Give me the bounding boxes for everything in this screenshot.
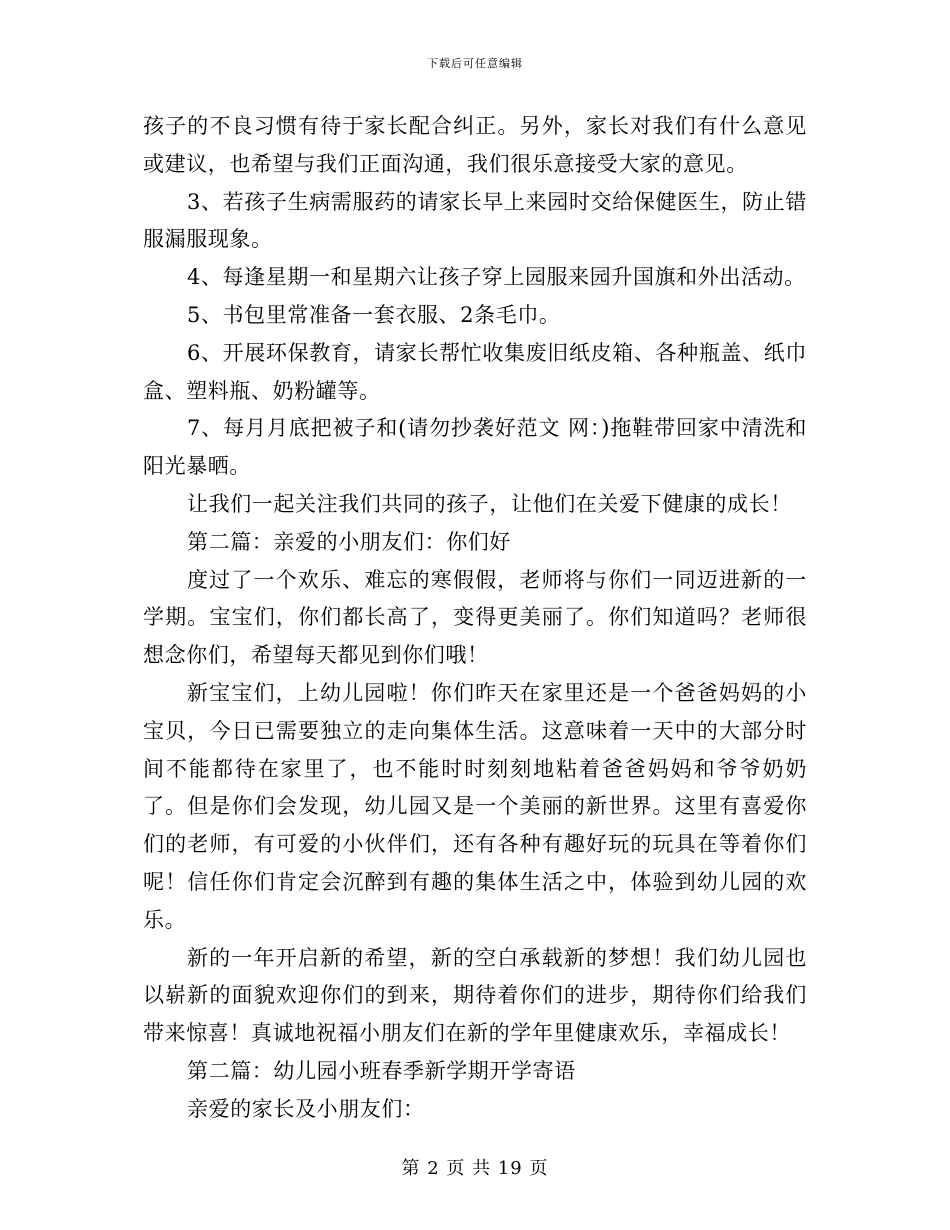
paragraph-new-year: 新的一年开启新的希望，新的空白承载新的梦想！我们幼儿园也以崭新的面貌欢迎你们的到来，期待着你们的进步，期待你们给我们带来惊喜！真诚地祝福小朋友们在新的学年里健康欢乐，幸福成长！ <box>143 945 807 1046</box>
paragraph-item-5: 5、书包里常准备一套衣服、2条毛巾。 <box>187 302 561 327</box>
paragraph-salutation: 亲爱的家长及小朋友们： <box>187 1096 425 1121</box>
paragraph-greeting: 度过了一个欢乐、难忘的寒假假，老师将与你们一同迈进新的一学期。宝宝们，你们都长高了，变得更美丽了。你们知道吗？老师很想念你们，希望每天都见到你们哦！ <box>143 567 807 668</box>
document-body <box>143 108 807 1129</box>
page-number-footer: 第 2 页 共 19 页 <box>401 1158 549 1179</box>
paragraph-new-babies: 新宝宝们，上幼儿园啦！你们昨天在家里还是一个爸爸妈妈的小宝贝，今日已需要独立的走向集体生活。这意味着一天中的大部分时间不能都待在家里了，也不能时时刻刻地粘着爸爸妈妈和爷爷奶奶了。但是你们会发现，幼儿园又是一个美丽的新世界。这里有喜爱你们的老师，有可爱的小伙伴们，还有各种有趣好玩的玩具在等着你们呢！信任你们肯定会沉醉到有趣的集体生活之中，体验到幼儿园的欢乐。 <box>143 680 807 932</box>
paragraph-item-6: 6、开展环保教育，请家长帮忙收集废旧纸皮箱、各种瓶盖、纸巾盒、塑料瓶、奶粉罐等。 <box>143 340 807 403</box>
paragraph-item-3: 3、若孩子生病需服药的请家长早上来园时交给保健医生，防止错服漏服现象。 <box>143 189 807 252</box>
paragraph-closing: 让我们一起关注我们共同的孩子，让他们在关爱下健康的成长！ <box>187 491 792 516</box>
paragraph-item-7: 7、每月月底把被子和(请勿抄袭好范文 网：)拖鞋带回家中清洗和阳光暴晒。 <box>143 416 807 479</box>
paragraph-item-4: 4、每逢星期一和星期六让孩子穿上园服来园升国旗和外出活动。 <box>187 265 806 290</box>
page-header-note: 下载后可任意编辑 <box>427 57 523 70</box>
section-heading-second-2: 第二篇：幼儿园小班春季新学期开学寄语 <box>187 1058 576 1083</box>
section-heading-second-1: 第二篇：亲爱的小朋友们：你们好 <box>187 529 511 554</box>
paragraph-continuation: 孩子的不良习惯有待于家长配合纠正。另外，家长对我们有什么意见或建议，也希望与我们正面沟通，我们很乐意接受大家的意见。 <box>143 114 807 176</box>
